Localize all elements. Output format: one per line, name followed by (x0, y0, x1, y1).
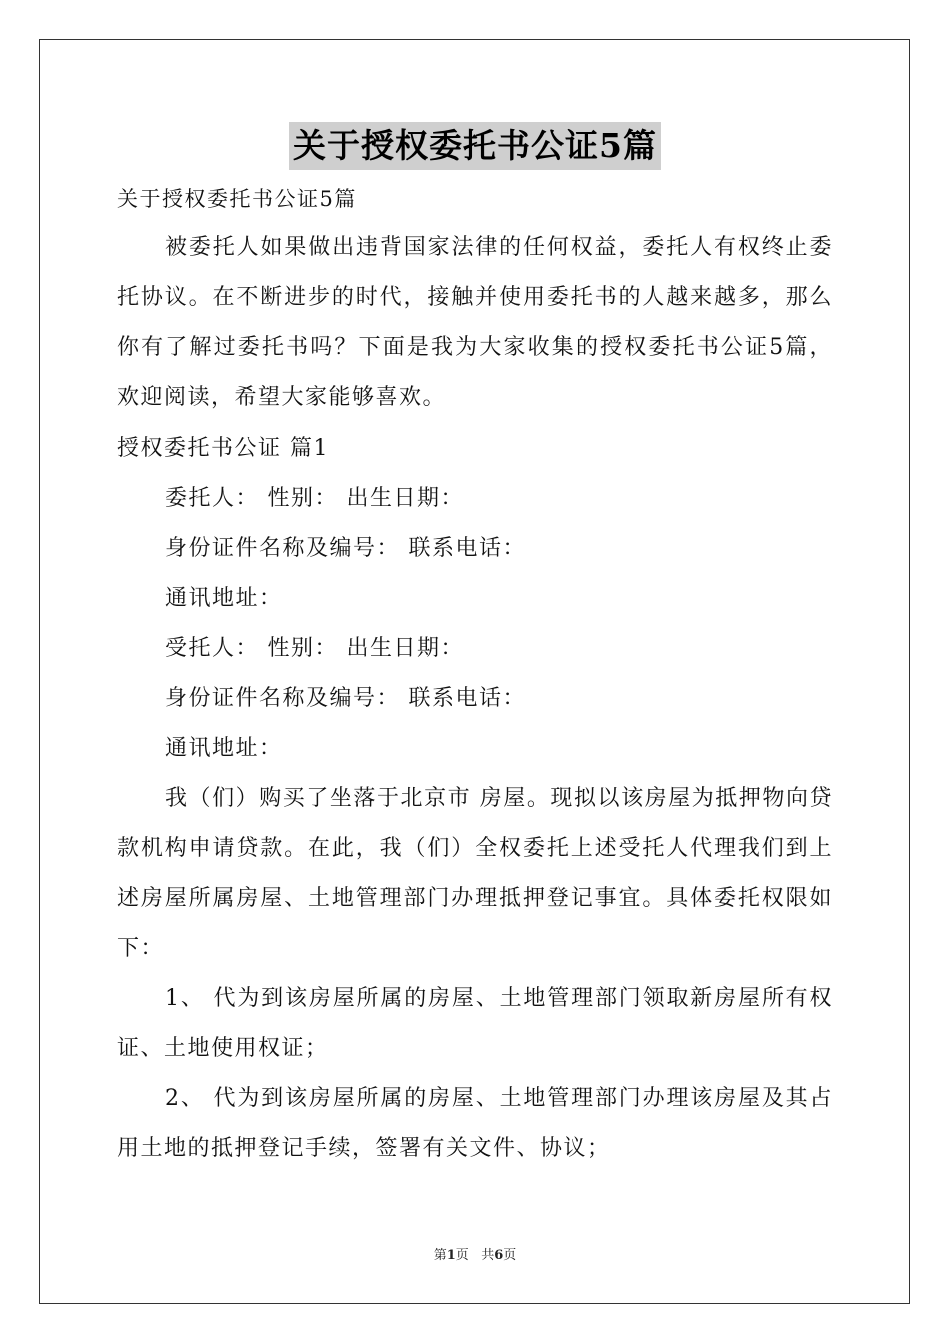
footer-page-prefix: 第 (433, 1248, 447, 1263)
footer-total-suffix: 页 (503, 1248, 517, 1263)
body-paragraph: 我（们）购买了坐落于北京市 房屋。现拟以该房屋为抵押物向贷款机构申请贷款。在此，我（们）全权委托上述受托人代理我们到上述房屋所属房屋、土地管理部门办理抵押登记事宜。具体委托权限如下： (117, 786, 833, 961)
intro-paragraph: 被委托人如果做出违背国家法律的任何权益，委托人有权终止委托协议。在不断进步的时代，接触并使用委托书的人越来越多，那么你有了解过委托书吗？下面是我为大家收集的授权委托书公证5篇，欢迎阅读，希望大家能够喜欢。 (117, 235, 833, 410)
section-heading: 授权委托书公证 篇1 (117, 436, 329, 461)
footer-total-prefix: 共 (481, 1248, 495, 1263)
footer-total-pages: 6 (494, 1248, 504, 1263)
principal-address-line: 通讯地址： (165, 586, 283, 611)
list-item-1: 1、 代为到该房屋所属的房屋、土地管理部门领取新房屋所有权证、土地使用权证； (117, 986, 833, 1061)
agent-address-line: 通讯地址： (165, 736, 283, 761)
page-footer (0, 1246, 950, 1266)
title-container (0, 122, 950, 170)
principal-info-line: 委托人： 性别： 出生日期： (165, 486, 464, 511)
document-subtitle: 关于授权委托书公证5篇 (117, 187, 357, 211)
list-item-2: 2、 代为到该房屋所属的房屋、土地管理部门办理该房屋及其占用土地的抵押登记手续，签署有关文件、协议； (117, 1086, 833, 1161)
document-title: 关于授权委托书公证5篇 (289, 122, 661, 170)
agent-info-line: 受托人： 性别： 出生日期： (165, 636, 464, 661)
footer-current-page: 1 (446, 1248, 456, 1263)
footer-page-suffix: 页 (455, 1248, 469, 1263)
principal-id-line: 身份证件名称及编号： 联系电话： (165, 536, 526, 561)
agent-id-line: 身份证件名称及编号： 联系电话： (165, 686, 526, 711)
